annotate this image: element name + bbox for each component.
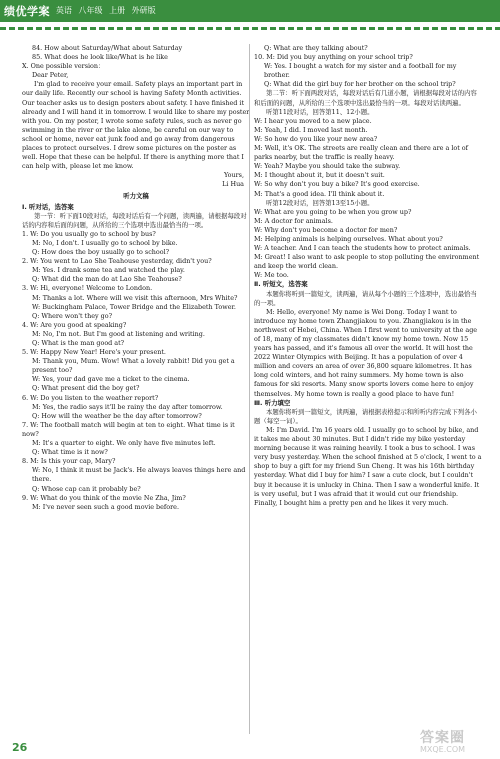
text-line: 3. W: Hi, everyone! Welcome to London. — [22, 284, 153, 293]
text-line: W: I hear you moved to a new place. — [254, 116, 372, 125]
right-column — [254, 44, 482, 508]
text-line: Q: How does the boy usually go to school? — [32, 248, 170, 257]
text-line: 10. M: Did you buy anything on your school trip? — [254, 53, 413, 62]
text-line: W: Yeah? Maybe you should take the subway. — [254, 162, 401, 171]
text-line: 第二节：听下面两段对话，每段对话后有几道小题，请根据每段对话的内容和后面的问题，从所给的三个选项中选出最恰当的一项。每段对话读两遍。 — [254, 89, 477, 107]
text-line: 2. W: You went to Lao She Teahouse yesterday, didn't you? — [22, 257, 212, 266]
text-line: Q: What time is it now? — [32, 448, 108, 457]
text-line: Q: Whose cap can it probably be? — [32, 484, 141, 493]
text-line: M: Helping animals is helping ourselves. What about you? — [254, 234, 443, 243]
text-line: M: Yes, the radio says it'll be rainy the day after tomorrow. — [32, 402, 223, 411]
text-line: M: No, I don't. I usually go to school by bike. — [32, 238, 178, 247]
text-line: Ⅹ. One possible version： — [22, 62, 105, 71]
text-line: I'm glad to receive your email. Safety plays an important part in our daily life. Recently our school is having Safety Month activities. Our teacher asks us to design posters about safety. I have finished it already and I will hand it in tomorrow. I would like to share my poster with you. On my poster, I wrote some safety rules, such as never go swimming in the river or the lake alone, be careful on our way to school or home, never eat junk food and go away from dangerous places to protect ourselves. I drew some pictures on the poster as well. Hope that these can be helpful. If there is anything more that I can help with, please let me know. — [22, 80, 250, 171]
text-line: 8. M: Is this your cap, Mary? — [22, 457, 116, 466]
text-line: M: I'm David. I'm 16 years old. I usually go to school by bike, and it takes me about 30 minutes. But I didn't ride my bike yesterday morning because it was raining heavily. I took a bus to school. I was very busy yesterday. When the school finished at 5 o'clock, I went to a shop to buy a gift for my friend Sun Cheng. It was his 16th birthday yesterday. What did I buy for him? I saw a cute clock, but I couldn't buy it because it is unlucky in China. Then I saw a wonderful knife. It is very useful, but I was afraid that it would cut our friendship. Finally, I bought him a pretty pen and he likes it very much. — [254, 425, 482, 507]
text-line: 听第12段对话，回答第13至15小题。 — [266, 198, 374, 207]
text-line: W: So why don't you buy a bike? It's good exercise. — [254, 180, 420, 189]
text-line: M: Thank you, Mum. Wow! What a lovely rabbit! Did you get a present too? — [32, 357, 235, 375]
text-line: Q: What did the girl buy for her brother on the school trip? — [264, 80, 456, 89]
text-line: Q: What are they talking about? — [264, 44, 368, 52]
text-line: M: Yes. I drank some tea and watched the play. — [32, 266, 185, 275]
text-line: M: Yeah, I did. I moved last month. — [254, 125, 368, 134]
text-line: W: Me too. — [254, 271, 289, 280]
watermark-url: MXQE.COM — [420, 745, 466, 754]
text-line: Dear Peter, — [32, 71, 69, 80]
text-line: W: So how do you like your new area? — [254, 134, 378, 143]
text-line: Q: What present did the boy get? — [32, 384, 140, 393]
header-subject-info: 英语 八年级 上册 外研版 — [56, 6, 156, 15]
text-line: Q: Where won't they go? — [32, 311, 113, 320]
text-line: 本题你将听到一篇短文，读两遍，请从每个小题的三个选项中，选出最恰当的一项。 — [254, 289, 477, 307]
text-line: 1. W: Do you usually go to school by bus? — [22, 229, 156, 238]
text-line: M: A doctor for animals. — [254, 216, 333, 225]
text-line: Ⅰ. 听对话，选答案 — [22, 202, 74, 211]
text-line: M: No, I'm not. But I'm good at listening and writing. — [32, 329, 205, 338]
page-number: 26 — [12, 741, 28, 754]
text-line: M: I've never seen such a good movie before. — [32, 502, 180, 511]
page-header — [0, 0, 500, 40]
text-line: 5. W: Happy New Year! Here's your present. — [22, 348, 166, 357]
text-line: 9. W: What do you think of the movie Ne Zha, Jim? — [22, 493, 186, 502]
text-line: W: A teacher. And I can teach the students how to protect animals. — [254, 244, 471, 253]
text-line: Ⅲ. 听力填空 — [254, 398, 291, 407]
text-line: W: Yes, your dad gave me a ticket to the cinema. — [32, 375, 190, 384]
text-line: Q: How will the weather be the day after tomorrow? — [32, 411, 202, 420]
text-line: Q: What is the man good at? — [32, 339, 125, 347]
text-line: M: Great! I also want to ask people to stop polluting the environment and keep the world clean. — [254, 253, 480, 271]
text-line: 听力文稿 — [123, 191, 149, 200]
watermark-logo — [420, 727, 494, 755]
text-line: M: Thanks a lot. Where will we visit this afternoon, Mrs White? — [32, 293, 238, 302]
text-line: W: What are you going to be when you grow up? — [254, 207, 412, 216]
column-divider — [249, 44, 250, 734]
text-line: Yours, — [224, 171, 244, 180]
header-logo: 绩优学案 — [4, 5, 50, 18]
text-line: Li Hua — [222, 180, 244, 189]
text-line: W: Why don't you become a doctor for men? — [254, 225, 398, 234]
text-line: 4. W: Are you good at speaking? — [22, 320, 127, 329]
text-line: W: No, I think it must be Jack's. He always leaves things here and there. — [32, 466, 246, 484]
text-line: M: Hello, everyone! My name is Wei Dong. Today I want to introduce my home town Zhangjiakou to you. Zhangjiakou is in the northwest of Hebei, China. When I first went to university at the age of 18, many of my classmates didn't know my home town. Now 15 years has passed, and it's famous all over the world. It will host the 2022 Winter Olympics with Beijing. It has a population of over 4 million and covers an area of over 36,800 square kilometres. It has long cold winters, and hot rainy summers. My home town is also famous for ski resorts. Many snow sports lovers come here to enjoy themselves. My home town is really a good place to have fun! — [254, 307, 478, 398]
text-line: 听第11段对话，回答第11、12小题。 — [266, 107, 374, 116]
text-line: 6. W: Do you listen to the weather report? — [22, 393, 159, 402]
text-line: Q: What did the man do at Lao She Teahouse? — [32, 275, 182, 284]
text-line: Ⅱ. 听短文，选答案 — [254, 280, 308, 289]
header-divider — [0, 27, 500, 30]
left-column — [22, 44, 250, 512]
text-line: 第一节：听下面10段对话，每段对话后有一个问题，读两遍，请根据每段对话的内容和后面的问题，从所给的三个选项中选出最恰当的一项。 — [22, 211, 247, 229]
text-line: M: Well, it's OK. The streets are really clean and there are a lot of parks nearby, but the traffic is really heavy. — [254, 144, 469, 162]
text-line: M: I thought about it, but it doesn't suit. — [254, 171, 385, 180]
text-line: M: That's a good idea. I'll think about it. — [254, 189, 385, 198]
text-line: M: It's a quarter to eight. We only have five minutes left. — [32, 439, 216, 448]
text-line: 84. How about Saturday/What about Saturday — [32, 44, 183, 52]
text-line: 85. What does he look like/What is he like — [32, 53, 168, 62]
text-line: W: Yes. I bought a watch for my sister and a football for my brother. — [264, 62, 457, 80]
text-line: 7. W: The football match will begin at ten to eight. What time is it now? — [22, 420, 235, 438]
text-line: 本题你将听到一篇短文，读两遍，请根据表格提示和所听内容完成下列各小题（每空一词）。 — [254, 407, 477, 425]
watermark-title: 答案圈 — [420, 730, 465, 746]
text-line: W: Buckingham Palace, Tower Bridge and the Elizabeth Tower. — [32, 302, 236, 311]
